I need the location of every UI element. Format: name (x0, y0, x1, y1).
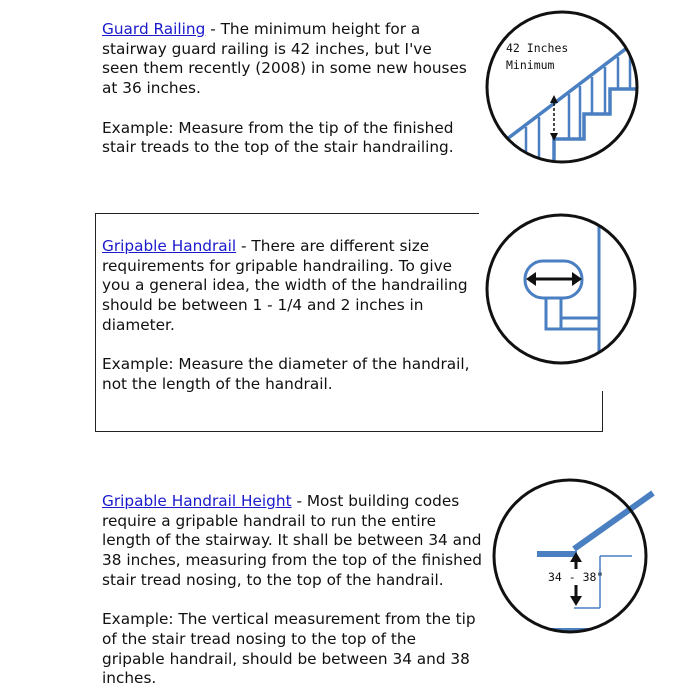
section-gripable-handrail-height (102, 492, 482, 689)
section-guard-railing (102, 20, 472, 158)
height-label: 34 - 38" (548, 570, 604, 584)
height-handrail (574, 493, 653, 549)
section-guard-railing-paragraph (102, 20, 472, 99)
gripable-handrail-diagram (484, 212, 644, 372)
section-frame-top (95, 213, 479, 214)
section-frame-left (95, 213, 96, 432)
guard-railing-diagram (484, 9, 644, 169)
gripable-handrail-link[interactable]: Gripable Handrail (102, 237, 237, 255)
handrail-post (546, 298, 561, 329)
guard-label-line2: Minimum (506, 58, 555, 72)
section-handrail-height-paragraph (102, 492, 482, 591)
section-frame-right (602, 391, 603, 432)
guard-label-line1: 42 Inches (506, 41, 569, 55)
section-frame-bottom (95, 431, 603, 432)
guard-railing-description: - The minimum height for a stairway guard railing is 42 inches, but I've seen them recently (2008) in some new houses at 36 inches. (102, 20, 467, 98)
handrail-height-diagram (492, 476, 667, 651)
diameter-arrow (526, 272, 582, 286)
gripable-handrail-height-link[interactable]: Gripable Handrail Height (102, 492, 292, 510)
gripable-diagram-circle (487, 215, 635, 363)
gripable-handrail-example: Example: Measure the diameter of the handrail, not the length of the handrail. (102, 355, 470, 393)
handrail-height-description: - Most building codes require a gripable handrail to run the entire length of the stairway. It shall be between 34 and 38 inches, measuring from the top of the finished stair tread nosing, to the top of the handrail. (102, 492, 482, 589)
section-gripable-handrail-paragraph (102, 237, 472, 336)
guard-railing-link[interactable]: Guard Railing (102, 20, 206, 38)
guard-railing-example: Example: Measure from the tip of the finished stair treads to the top of the stair handrailing. (102, 118, 454, 157)
section-gripable-handrail (102, 237, 472, 395)
handrail-height-example: Example: The vertical measurement from the tip of the stair tread nosing to the top of the gripable handrail, should be between 34 and 38 inches. (102, 610, 476, 688)
gripable-handrail-description: - There are different size requirements for gripable handrailing. To give you a general idea, the width of the handrailing should be between 1 - 1/4 and 2 inches in diameter. (102, 237, 468, 334)
